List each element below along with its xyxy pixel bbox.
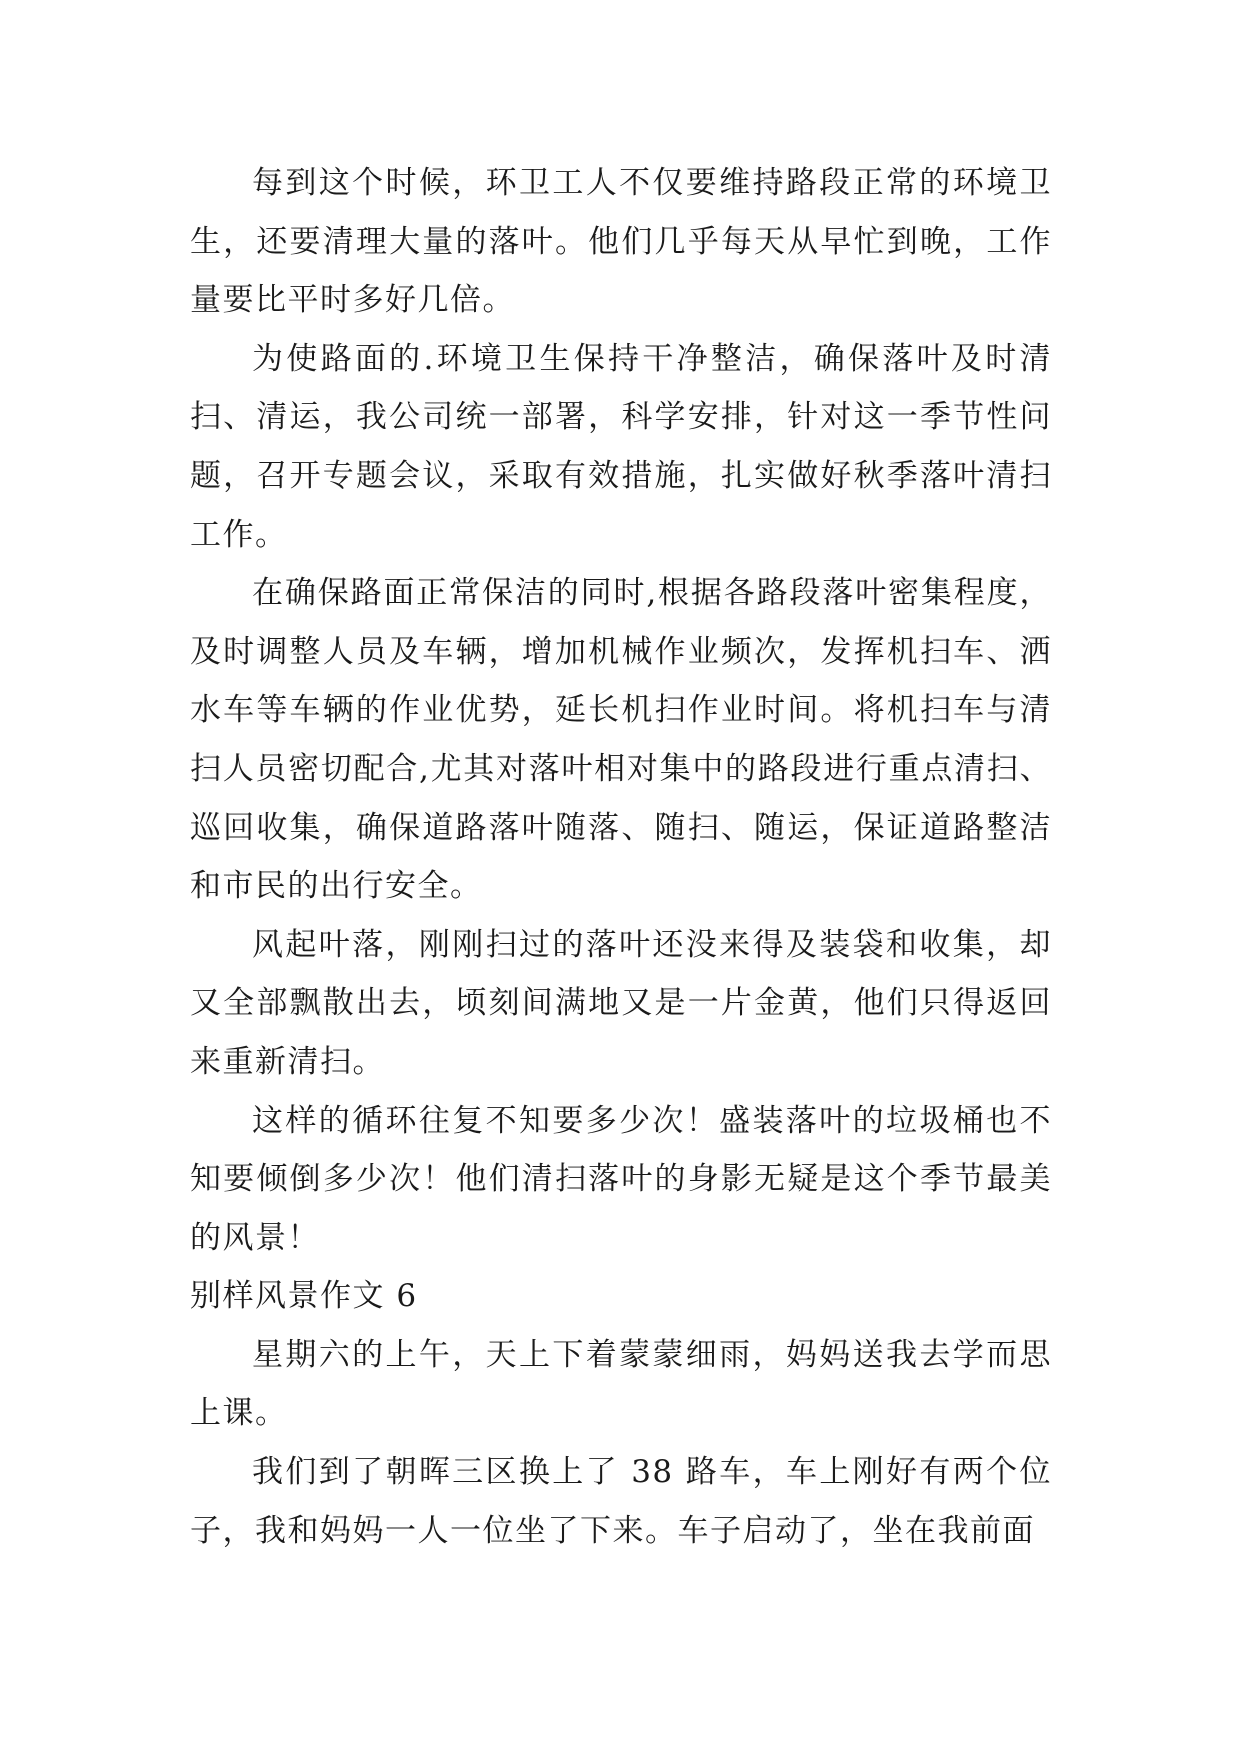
paragraph: 在确保路面正常保洁的同时,根据各路段落叶密集程度，及时调整人员及车辆，增加机械作业频次，发挥机扫车、洒水车等车辆的作业优势，延长机扫作业时间。将机扫车与清扫人员密切配合,尤其对落叶相对集中的路段进行重点清扫、巡回收集，确保道路落叶随落、随扫、随运，保证道路整洁和市民的出行安全。 <box>190 575 1052 905</box>
paragraph: 星期六的上午，天上下着蒙蒙细雨，妈妈送我去学而思上课。 <box>190 1336 1052 1432</box>
paragraph: 这样的循环往复不知要多少次！盛装落叶的垃圾桶也不知要倾倒多少次！他们清扫落叶的身影无疑是这个季节最美的风景！ <box>190 1102 1052 1256</box>
section-heading: 别样风景作文 6 <box>190 1278 418 1315</box>
paragraph: 我们到了朝晖三区换上了 38 路车，车上刚好有两个位子，我和妈妈一人一位坐了下来。车子启动了，坐在我前面 <box>190 1454 1052 1549</box>
paragraph: 为使路面的.环境卫生保持干净整洁，确保落叶及时清扫、清运，我公司统一部署，科学安排，针对这一季节性问题，召开专题会议，采取有效措施，扎实做好秋季落叶清扫工作。 <box>190 340 1052 553</box>
document-body <box>190 154 1052 1560</box>
paragraph: 每到这个时候，环卫工人不仅要维持路段正常的环境卫生，还要清理大量的落叶。他们几乎每天从早忙到晚，工作量要比平时多好几倍。 <box>190 165 1052 319</box>
paragraph: 风起叶落，刚刚扫过的落叶还没来得及装袋和收集，却又全部飘散出去，顷刻间满地又是一片金黄，他们只得返回来重新清扫。 <box>190 926 1052 1080</box>
